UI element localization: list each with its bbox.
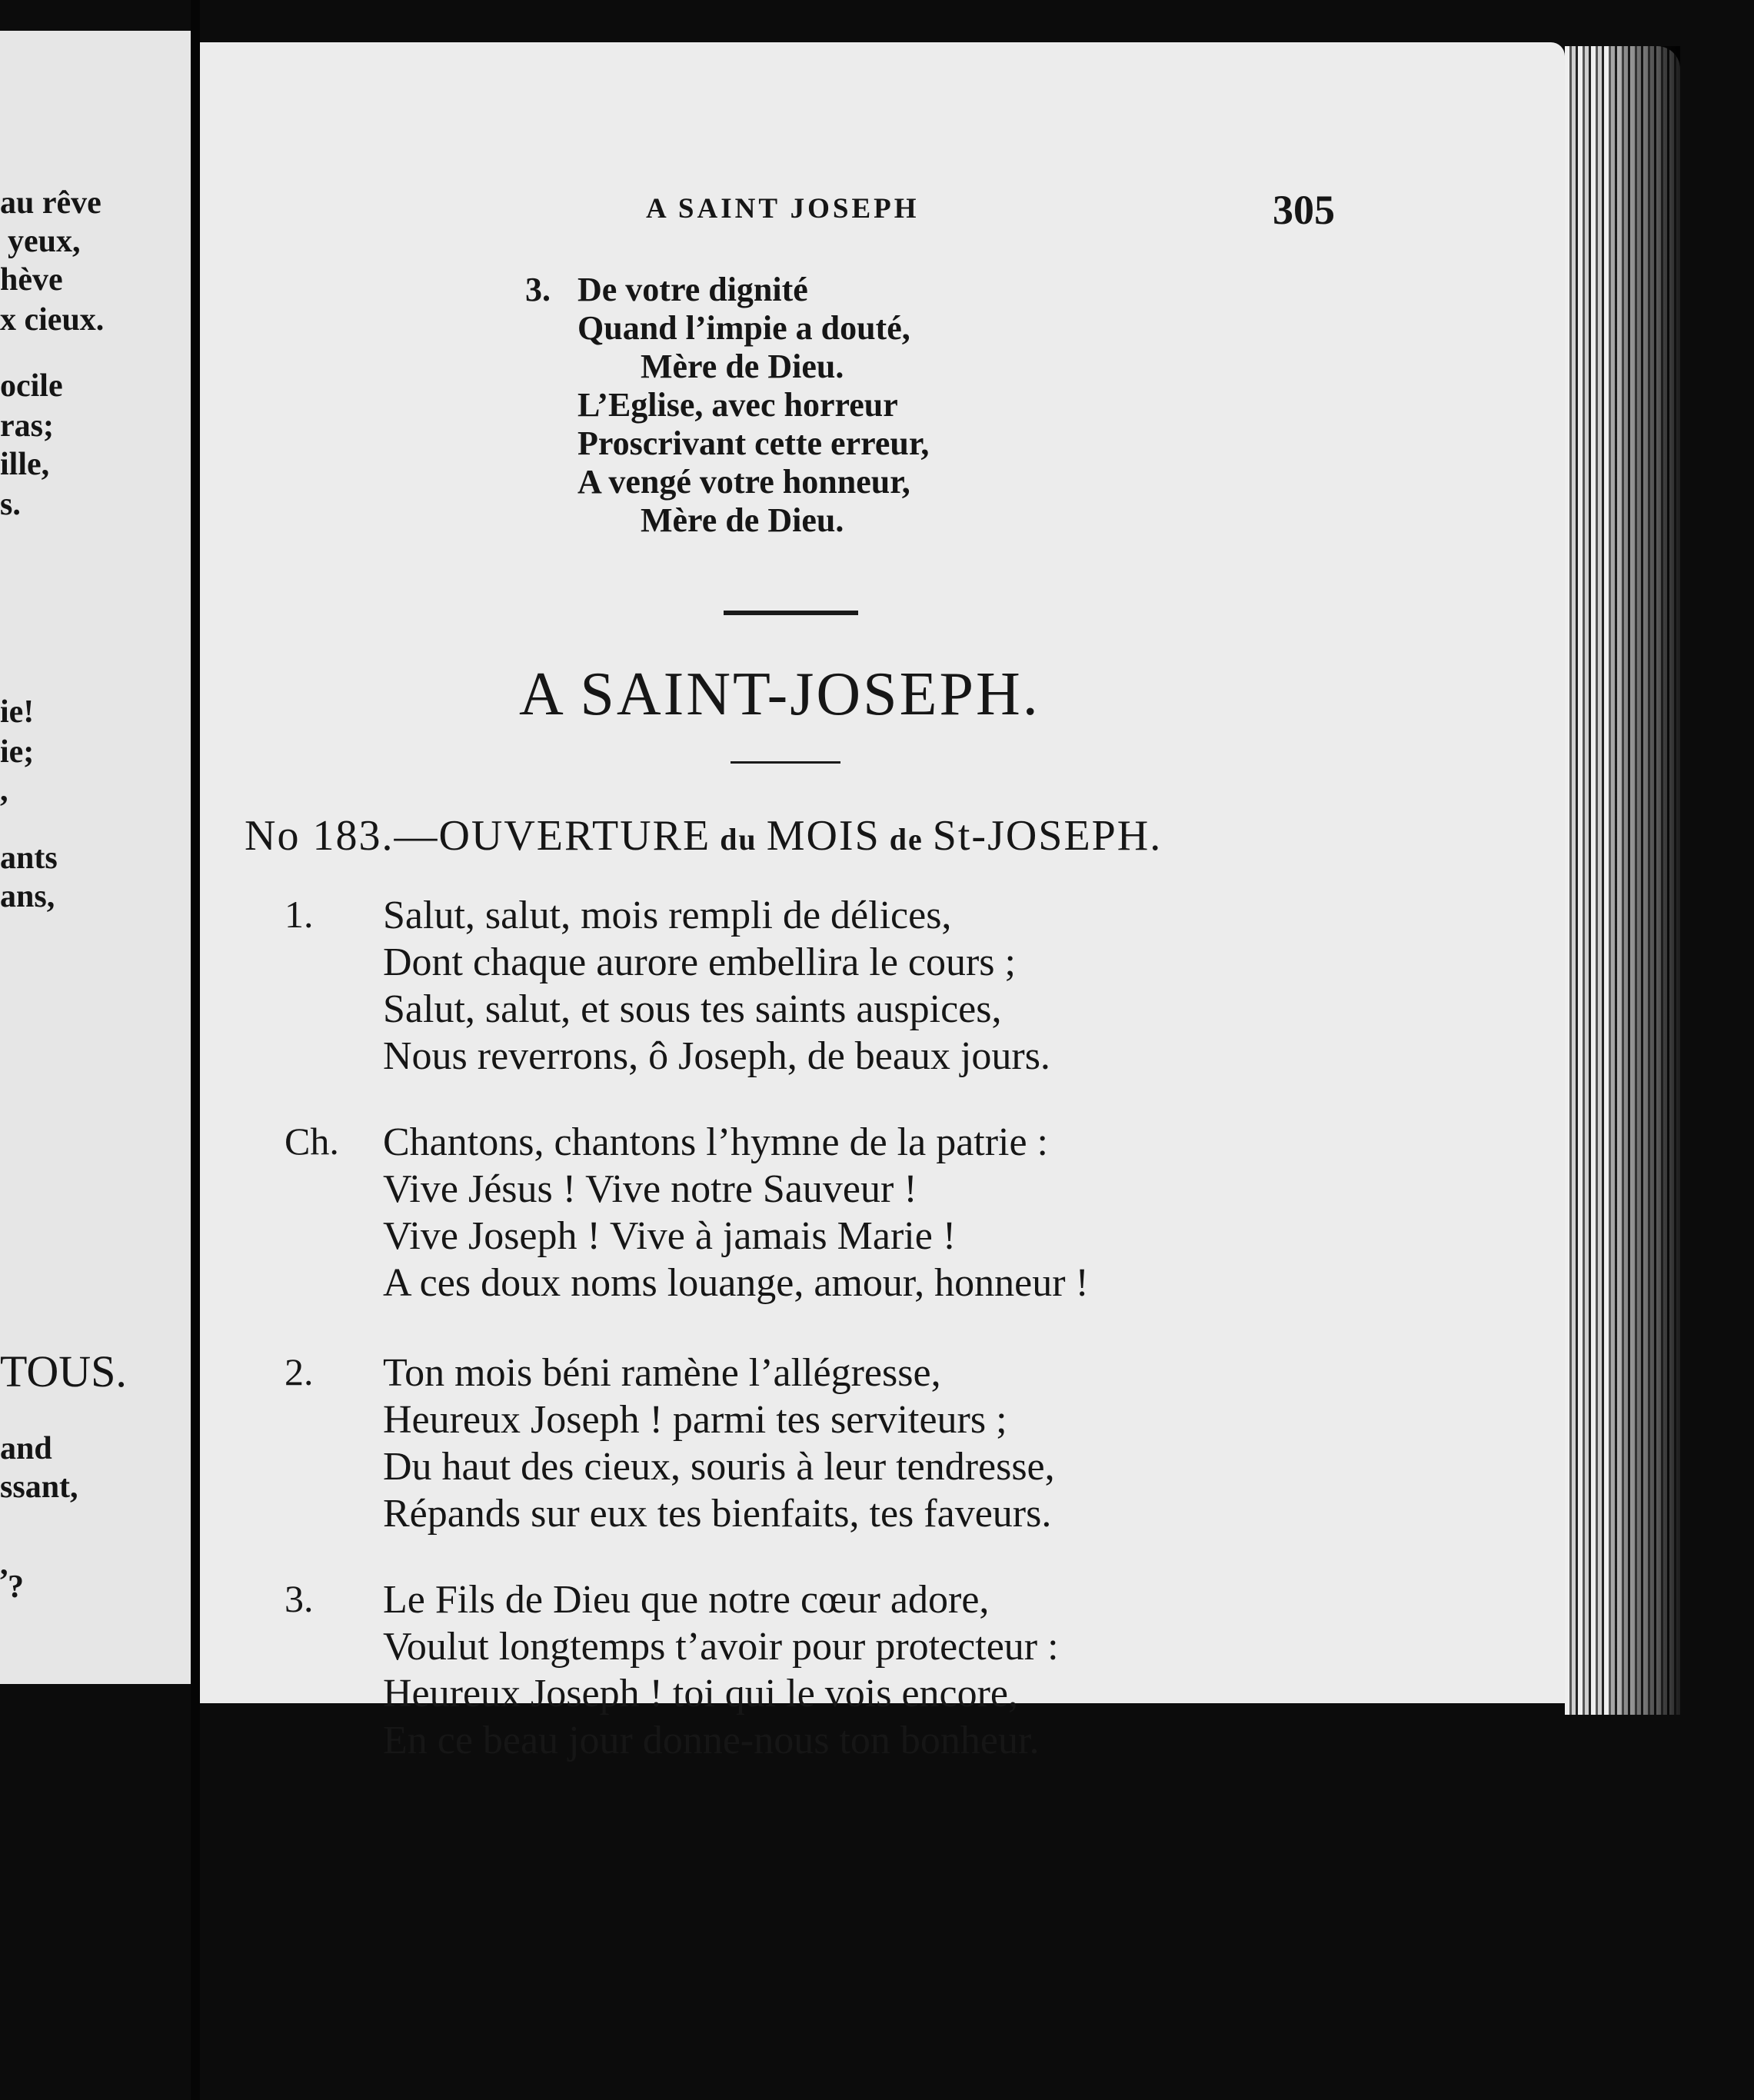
stanza-label: Ch. — [285, 1120, 339, 1163]
verse-line: Le Fils de Dieu que notre cœur adore, — [383, 1578, 990, 1622]
verse-line: Nous reverrons, ô Joseph, de beaux jours. — [383, 1034, 1050, 1078]
facing-page-text: ssant, — [0, 1469, 78, 1505]
facing-page-text: , — [0, 773, 8, 808]
verse-line: A ces doux noms louange, amour, honneur ! — [383, 1261, 1089, 1305]
facing-page-text: ille, — [0, 447, 50, 482]
stanza-number: 3. — [525, 271, 551, 308]
verse-line: Chantons, chantons l’hymne de la patrie : — [383, 1120, 1049, 1164]
verse-line: A vengé votre honneur, — [577, 463, 910, 501]
page-number: 305 — [1273, 187, 1335, 233]
running-head: A SAINT JOSEPH — [646, 193, 920, 225]
stanza-label: 1. — [285, 893, 314, 936]
verse-line: Salut, salut, et sous tes saints auspices, — [383, 987, 1002, 1031]
verse-line: Mère de Dieu. — [641, 501, 844, 539]
facing-page-text: s. — [0, 487, 21, 522]
facing-page-text: ie; — [0, 734, 35, 770]
facing-page-text: ras; — [0, 408, 54, 444]
hymn-number: No 183.— — [245, 812, 439, 860]
book-gutter — [191, 0, 200, 2100]
facing-page-text: yeux, — [8, 224, 81, 259]
facing-page-fragment — [0, 31, 191, 1684]
facing-page-text: ie! — [0, 694, 35, 730]
title-divider — [731, 761, 840, 764]
hymn-heading: No 183.—OUVERTURE du MOIS de St-JOSEPH. — [245, 812, 1163, 860]
facing-page-text: , — [0, 1546, 8, 1582]
verse-line: Répands sur eux tes bienfaits, tes faveurs. — [383, 1492, 1052, 1536]
verse-line: Heureux Joseph ! toi qui le vois encore, — [383, 1672, 1019, 1716]
verse-line: En ce beau jour donne-nous ton bonheur. — [383, 1719, 1040, 1762]
verse-line: Proscrivant cette erreur, — [577, 424, 930, 462]
verse-line: Du haut des cieux, souris à leur tendresse, — [383, 1445, 1055, 1489]
verse-line: Quand l’impie a douté, — [577, 309, 910, 347]
section-title: A SAINT-JOSEPH. — [519, 661, 1040, 728]
page-edges — [1565, 46, 1680, 1715]
section-divider — [724, 611, 858, 615]
facing-page-text: TOUS. — [0, 1346, 127, 1396]
verse-line: Vive Jésus ! Vive notre Sauveur ! — [383, 1167, 917, 1211]
verse-line: Voulut longtemps t’avoir pour protecteur : — [383, 1625, 1059, 1669]
facing-page-text: and — [0, 1431, 52, 1466]
verse-line: Vive Joseph ! Vive à jamais Marie ! — [383, 1214, 957, 1258]
facing-page-text: hève — [0, 262, 63, 298]
verse-line: Dont chaque aurore embellira le cours ; — [383, 940, 1016, 984]
previous-hymn-stanza — [525, 271, 929, 540]
facing-page-text: ans, — [0, 879, 55, 914]
facing-page-text: au rêve — [0, 185, 102, 221]
stanza-label: 2. — [285, 1350, 314, 1393]
facing-page-text: ants — [0, 840, 58, 876]
stanza-label: 3. — [285, 1577, 314, 1620]
verse-line: L’Eglise, avec horreur — [577, 386, 898, 424]
facing-page-text: ? — [8, 1569, 24, 1605]
facing-page-text: x cieux. — [0, 302, 105, 338]
verse-line: 3. De votre dignité — [525, 271, 808, 308]
verse-line: Salut, salut, mois rempli de délices, — [383, 894, 952, 937]
verse-line: Heureux Joseph ! parmi tes serviteurs ; — [383, 1398, 1007, 1442]
verse-line: Mère de Dieu. — [641, 348, 844, 385]
facing-page-text: ocile — [0, 368, 63, 404]
verse-line: Ton mois béni ramène l’allégresse, — [383, 1351, 941, 1395]
